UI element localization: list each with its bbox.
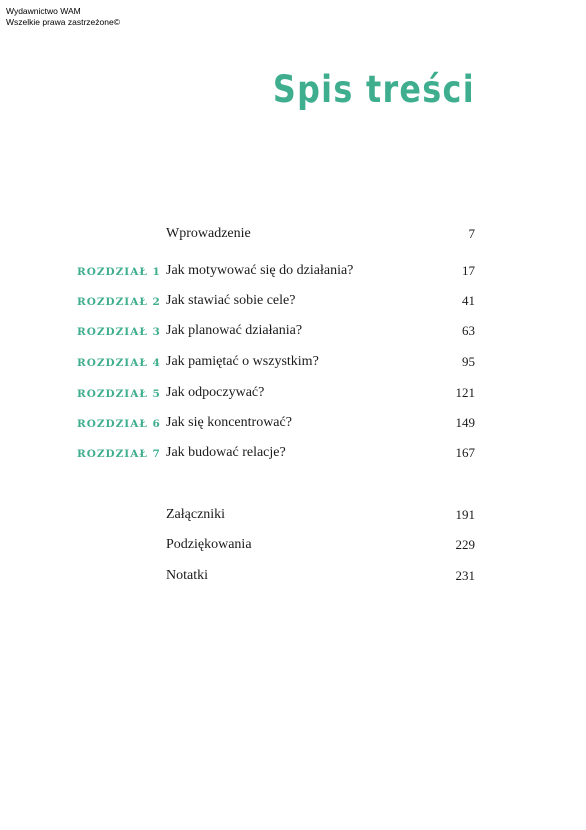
chapter-label: ROZDZIAŁ 1 (77, 266, 161, 278)
chapter-label: ROZDZIAŁ 5 (77, 388, 161, 400)
toc-entry-page: 121 (455, 385, 475, 400)
toc-entry-title: Załączniki (166, 507, 226, 522)
toc-entry-page: 231 (455, 568, 475, 583)
chapter-label: ROZDZIAŁ 4 (77, 357, 161, 369)
toc-entry-page: 7 (468, 226, 475, 241)
page-title: Spis treści (272, 68, 475, 111)
toc-entry-title: Jak planować działania? (166, 323, 303, 338)
toc-entry-title: Notatki (166, 568, 208, 583)
toc-entry-page: 17 (462, 263, 475, 278)
toc-entry-title: Jak odpoczywać? (166, 385, 265, 400)
toc-entry-chapter-6[interactable] (0, 414, 586, 436)
toc-entry-chapter-2[interactable] (0, 292, 586, 314)
toc-entry-title: Jak motywować się do działania? (166, 263, 354, 278)
chapter-label: ROZDZIAŁ 6 (77, 418, 161, 430)
toc-entry-title: Jak pamiętać o wszystkim? (166, 354, 319, 369)
toc-entry-chapter-7[interactable] (0, 444, 586, 466)
toc-entry-notes[interactable] (0, 567, 586, 589)
toc-entry-chapter-1[interactable] (0, 262, 586, 284)
publisher-notice (6, 6, 120, 28)
publisher-name: Wydawnictwo WAM (6, 6, 81, 16)
toc-entry-appendices[interactable] (0, 506, 586, 528)
toc-entry-intro[interactable] (0, 225, 586, 247)
toc-entry-chapter-5[interactable] (0, 384, 586, 406)
chapter-label: ROZDZIAŁ 7 (77, 448, 161, 460)
toc-entry-title: Podziękowania (166, 537, 252, 552)
toc-entry-page: 95 (462, 354, 475, 369)
chapter-label: ROZDZIAŁ 2 (77, 296, 161, 308)
toc-entry-page: 167 (455, 445, 475, 460)
toc-entry-page: 149 (455, 415, 475, 430)
chapter-label: ROZDZIAŁ 3 (77, 326, 161, 338)
toc-entry-title: Jak się koncentrować? (166, 415, 292, 430)
toc-entry-chapter-4[interactable] (0, 353, 586, 375)
toc-entry-page: 41 (462, 293, 475, 308)
toc-entry-chapter-3[interactable] (0, 322, 586, 344)
toc-entry-acknowledgements[interactable] (0, 536, 586, 558)
toc-entry-page: 229 (455, 537, 475, 552)
copyright-notice: Wszelkie prawa zastrzeżone© (6, 17, 120, 27)
toc-entry-page: 63 (462, 323, 475, 338)
toc-entry-title: Wprowadzenie (166, 226, 251, 241)
toc-entry-title: Jak budować relacje? (166, 445, 286, 460)
toc-entry-page: 191 (455, 507, 475, 522)
toc-entry-title: Jak stawiać sobie cele? (166, 293, 296, 308)
